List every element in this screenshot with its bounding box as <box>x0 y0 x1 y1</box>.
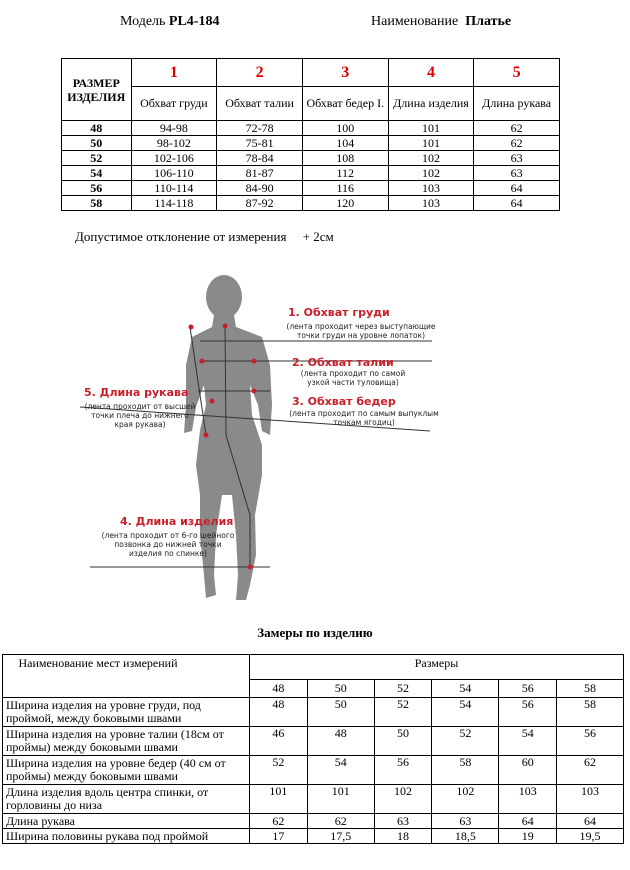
table-cell: 63 <box>474 151 560 166</box>
table-cell: 64 <box>557 814 624 829</box>
table-cell: 52 <box>250 756 308 785</box>
size-col: 54 <box>432 680 499 698</box>
table-cell: 56 <box>499 698 557 727</box>
table-cell: 102 <box>388 166 474 181</box>
table-cell: 46 <box>250 727 308 756</box>
table-cell: 81-87 <box>217 166 303 181</box>
table-row <box>3 785 624 814</box>
col-header: Длина рукава <box>474 87 560 121</box>
col-number: 3 <box>302 59 388 87</box>
size-row-header: РАЗМЕР ИЗДЕЛИЯ <box>62 59 132 121</box>
table-cell: 58 <box>557 698 624 727</box>
tolerance-line <box>75 229 334 245</box>
col-header: Обхват талии <box>217 87 303 121</box>
col-header: Длина изделия <box>388 87 474 121</box>
measure-5-title: 5. Длина рукава <box>84 386 189 399</box>
table-cell: 63 <box>374 814 432 829</box>
measure-4-note: (лента проходит от 6-го шейного позвонка до нижней точки изделия по спинке) <box>101 531 235 558</box>
size-cell: 58 <box>62 196 132 211</box>
table-cell: 103 <box>388 181 474 196</box>
table-cell: 100 <box>302 121 388 136</box>
size-col: 48 <box>250 680 308 698</box>
table-cell: 62 <box>307 814 374 829</box>
size-cell: 52 <box>62 151 132 166</box>
table-cell: 106-110 <box>131 166 217 181</box>
table-cell: 102 <box>432 785 499 814</box>
measure-5-note: (лента проходит от высшей точки плеча до нижнего края рукава) <box>84 402 196 429</box>
table-cell: 78-84 <box>217 151 303 166</box>
table-cell: 72-78 <box>217 121 303 136</box>
size-cell: 48 <box>62 121 132 136</box>
col-header: Обхват груди <box>131 87 217 121</box>
table-row <box>3 814 624 829</box>
size-cell: 56 <box>62 181 132 196</box>
table-cell: 103 <box>557 785 624 814</box>
row-label: Ширина половины рукава под проймой <box>3 829 250 844</box>
name-label: Наименование <box>371 14 459 29</box>
size-cell: 54 <box>62 166 132 181</box>
table-cell: 60 <box>499 756 557 785</box>
table-cell: 18 <box>374 829 432 844</box>
table-row <box>62 136 560 151</box>
col-number: 5 <box>474 59 560 87</box>
table-cell: 108 <box>302 151 388 166</box>
table-cell: 102 <box>374 785 432 814</box>
table-row <box>3 829 624 844</box>
table-cell: 54 <box>307 756 374 785</box>
table-cell: 101 <box>307 785 374 814</box>
model-value: PL4-184 <box>168 14 220 29</box>
table-cell: 17,5 <box>307 829 374 844</box>
measure-4-title: 4. Длина изделия <box>120 515 234 528</box>
table-cell: 62 <box>250 814 308 829</box>
measurements-table <box>2 654 624 844</box>
tolerance-value: + 2см <box>302 229 334 244</box>
measure-3-note: (лента проходит по самым выпуклым точкам ягодиц) <box>289 409 439 427</box>
name-line <box>371 14 511 30</box>
table-cell: 56 <box>374 756 432 785</box>
table-cell: 52 <box>432 727 499 756</box>
table-cell: 19 <box>499 829 557 844</box>
row-label: Ширина изделия на уровне талии (18см от проймы) между боковыми швами <box>3 727 250 756</box>
col-number: 2 <box>217 59 303 87</box>
table-cell: 103 <box>388 196 474 211</box>
table-row <box>3 727 624 756</box>
table-cell: 110-114 <box>131 181 217 196</box>
table-cell: 64 <box>474 196 560 211</box>
col-header: Обхват бедер I. <box>302 87 388 121</box>
table-cell: 101 <box>250 785 308 814</box>
table-cell: 63 <box>474 166 560 181</box>
table-cell: 87-92 <box>217 196 303 211</box>
col-number: 1 <box>131 59 217 87</box>
name-value: Платье <box>465 14 512 29</box>
table-cell: 103 <box>499 785 557 814</box>
table-cell: 101 <box>388 136 474 151</box>
table-cell: 58 <box>432 756 499 785</box>
table-cell: 54 <box>432 698 499 727</box>
tolerance-label: Допустимое отклонение от измерения <box>75 229 287 244</box>
table-cell: 98-102 <box>131 136 217 151</box>
row-label: Длина изделия вдоль центра спинки, от горловины до низа <box>3 785 250 814</box>
table-cell: 50 <box>307 698 374 727</box>
table-cell: 104 <box>302 136 388 151</box>
table-cell: 50 <box>374 727 432 756</box>
table-cell: 56 <box>557 727 624 756</box>
table-cell: 48 <box>307 727 374 756</box>
size-col: 56 <box>499 680 557 698</box>
measure-1-note: (лента проходит через выступающие точки груди на уровне лопаток) <box>286 322 436 340</box>
table-cell: 114-118 <box>131 196 217 211</box>
table-cell: 94-98 <box>131 121 217 136</box>
row-label: Ширина изделия на уровне груди, под проймой, между боковыми швами <box>3 698 250 727</box>
row-label: Ширина изделия на уровне бедер (40 см от проймы) между боковыми швами <box>3 756 250 785</box>
table-cell: 63 <box>432 814 499 829</box>
size-cell: 50 <box>62 136 132 151</box>
size-col: 50 <box>307 680 374 698</box>
table-cell: 116 <box>302 181 388 196</box>
table-cell: 102 <box>388 151 474 166</box>
size-table <box>61 58 560 211</box>
table-cell: 120 <box>302 196 388 211</box>
row-label: Длина рукава <box>3 814 250 829</box>
table-cell: 62 <box>474 121 560 136</box>
measure-2-note: (лента проходит по самой узкой части туловища) <box>300 369 406 387</box>
table-cell: 84-90 <box>217 181 303 196</box>
table-row <box>62 196 560 211</box>
table-row <box>62 121 560 136</box>
table-cell: 52 <box>374 698 432 727</box>
table-cell: 102-106 <box>131 151 217 166</box>
table-cell: 64 <box>474 181 560 196</box>
table-cell: 62 <box>557 756 624 785</box>
measure-2-title: 2. Обхват талии <box>292 356 394 369</box>
measure-3-title: 3. Обхват бедер <box>292 395 396 408</box>
table-cell: 17 <box>250 829 308 844</box>
table-cell: 48 <box>250 698 308 727</box>
table-row <box>62 181 560 196</box>
size-col: 52 <box>374 680 432 698</box>
size-col: 58 <box>557 680 624 698</box>
place-header: Наименование мест измерений <box>3 655 250 698</box>
table-row <box>3 698 624 727</box>
table-cell: 101 <box>388 121 474 136</box>
table-row <box>62 166 560 181</box>
table-cell: 75-81 <box>217 136 303 151</box>
model-line <box>120 14 219 30</box>
table-row <box>3 756 624 785</box>
sizes-header: Размеры <box>250 655 624 680</box>
table-cell: 18,5 <box>432 829 499 844</box>
table-row <box>62 151 560 166</box>
table-cell: 54 <box>499 727 557 756</box>
table-cell: 19,5 <box>557 829 624 844</box>
model-label: Модель <box>120 14 166 29</box>
table-cell: 62 <box>474 136 560 151</box>
measurements-title: Замеры по изделию <box>257 625 373 640</box>
table-cell: 112 <box>302 166 388 181</box>
table-cell: 64 <box>499 814 557 829</box>
measure-1-title: 1. Обхват груди <box>288 306 390 319</box>
col-number: 4 <box>388 59 474 87</box>
